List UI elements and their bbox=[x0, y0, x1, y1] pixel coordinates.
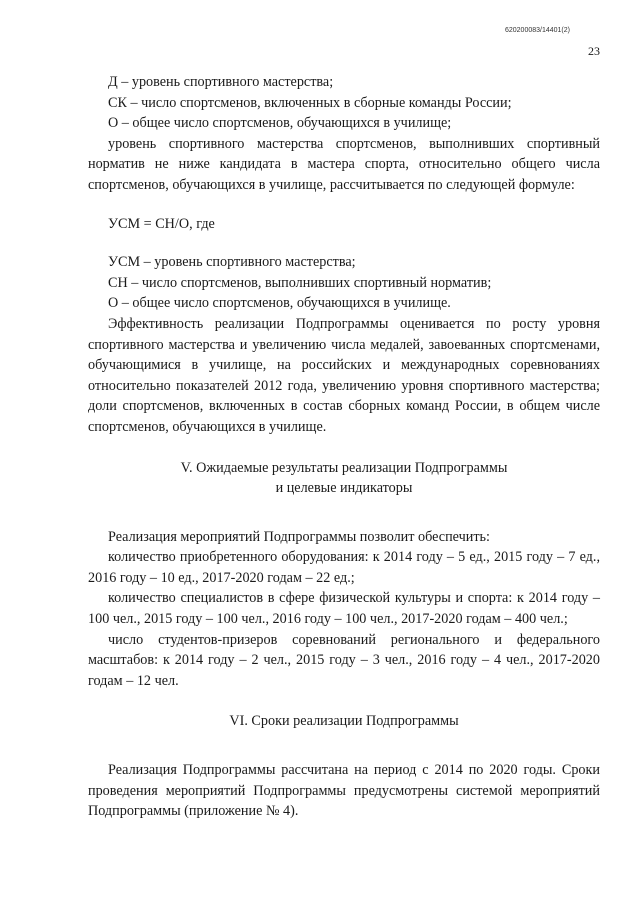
definition-usm: УСМ – уровень спортивного мастерства; bbox=[108, 254, 356, 271]
definition-sk: СК – число спортсменов, включенных в сборные команды России; bbox=[108, 94, 512, 111]
section-6-title bbox=[88, 711, 600, 732]
section-5-intro: Реализация мероприятий Подпрограммы позволит обеспечить: bbox=[108, 528, 490, 545]
section-5-item-students: число студентов-призеров соревнований регионального и федерального масштабов: к 2014 году – 2 чел., 2015 году – 3 чел., 2016 году – 4 чел., 2017-2020 годам – 12 чел. bbox=[88, 631, 600, 689]
section-5-item-equipment: количество приобретенного оборудования: к 2014 году – 5 ед., 2015 году – 7 ед., 2016 году – 10 ед., 2017-2020 годам – 22 ед.; bbox=[88, 549, 600, 586]
definition-o: О – общее число спортсменов, обучающихся в училище; bbox=[108, 115, 452, 132]
paragraph-level: уровень спортивного мастерства спортсменов, выполнивших спортивный норматив не ниже кандидата в мастера спорта, относительно общего числа спортсменов, обучающихся в училище, рассчитывается по следующей формуле: bbox=[88, 135, 600, 193]
section-5-title bbox=[88, 458, 600, 499]
section-5-item-specialists: количество специалистов в сфере физической культуры и спорта: к 2014 году – 100 чел., 2015 году – 100 чел., 2016 году – 100 чел., 2017-2020 годам – 400 чел.; bbox=[88, 590, 600, 628]
document-body bbox=[88, 72, 600, 822]
definition-d: Д – уровень спортивного мастерства; bbox=[108, 74, 334, 90]
section-5-title-line-1: V. Ожидаемые результаты реализации Подпрограммы bbox=[180, 459, 508, 476]
page-number: 23 bbox=[588, 44, 600, 58]
section-6-text: Реализация Подпрограммы рассчитана на период с 2014 по 2020 годы. Сроки проведения мероприятий Подпрограммы предусмотрены системой мероприятий Подпрограммы (приложение № 4). bbox=[88, 762, 600, 820]
formula: УСМ = СН/О, где bbox=[108, 215, 215, 232]
document-code: 620200083/14401(2) bbox=[504, 27, 570, 34]
paragraph-efficiency: Эффективность реализации Подпрограммы оценивается по росту уровня спортивного мастерства и увеличению числа медалей, завоеванных спортсменами, обучающимися в училище, на российских и международных соревнованиях относительно показателей 2012 года, увеличению уровня спортивного мастерства; доли спортсменов, включенных в состав сборных команд России, в общем числе спортсменов, обучающихся в училище. bbox=[88, 315, 600, 435]
definition-o-2: О – общее число спортсменов, обучающихся в училище. bbox=[108, 295, 451, 312]
section-5-title-line-2: и целевые индикаторы bbox=[275, 480, 413, 497]
section-6-title-text: VI. Сроки реализации Подпрограммы bbox=[229, 713, 459, 730]
definition-sn: СН – число спортсменов, выполнивших спортивный норматив; bbox=[108, 274, 492, 291]
